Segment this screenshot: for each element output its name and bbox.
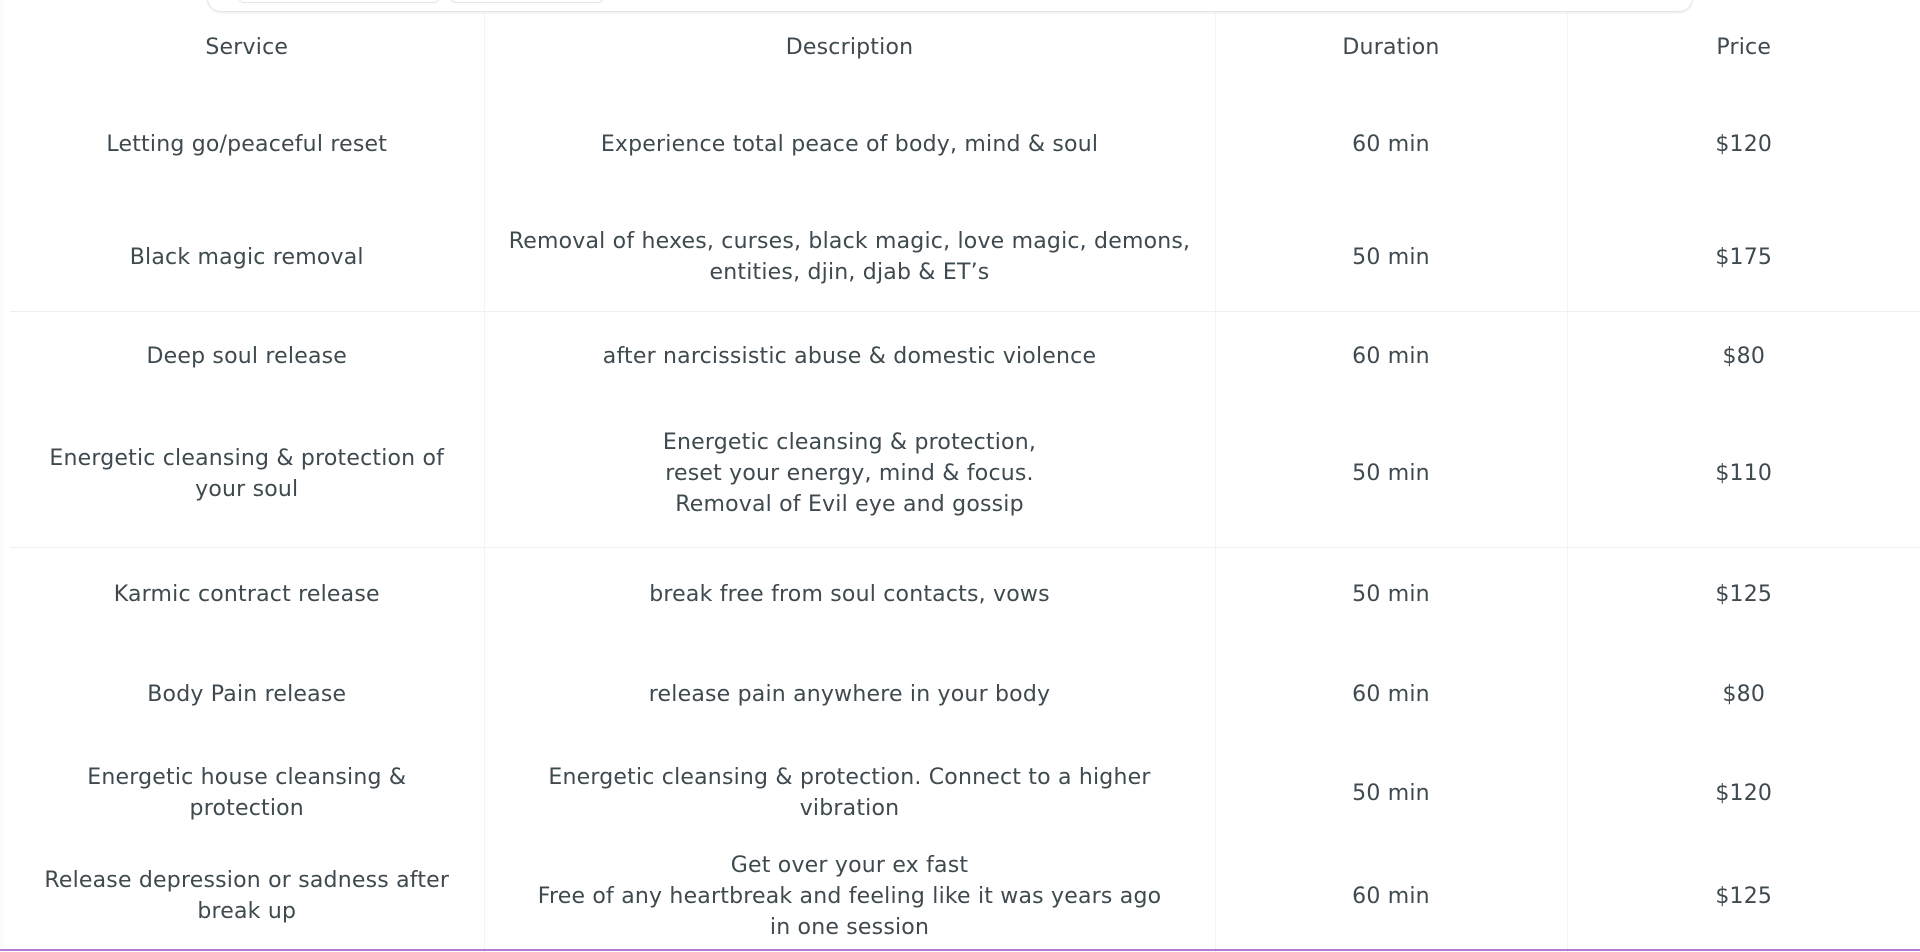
header-service: Service	[10, 12, 484, 84]
service-price: $110	[1715, 461, 1773, 487]
service-price: $120	[1715, 780, 1773, 806]
filter-pill[interactable]	[238, 0, 440, 3]
service-duration: 60 min	[1215, 311, 1567, 401]
service-description: release pain anywhere in your body	[484, 642, 1215, 746]
table-row	[10, 311, 1920, 401]
service-description: after narcissistic abuse & domestic violence	[484, 311, 1215, 401]
service-name: Deep soul release	[10, 311, 484, 401]
service-name: Release depression or sadness after break up	[10, 840, 484, 952]
header-duration: Duration	[1215, 12, 1567, 84]
filter-pill[interactable]	[450, 0, 604, 3]
table-row	[10, 401, 1920, 547]
service-price: $80	[1567, 311, 1920, 401]
service-duration: 50 min	[1215, 401, 1567, 547]
service-name: Body Pain release	[10, 642, 484, 746]
table-row	[10, 840, 1920, 952]
left-edge-strip	[0, 0, 4, 951]
service-price: $125	[1567, 547, 1920, 642]
service-description: Removal of hexes, curses, black magic, love magic, demons, entities, djin, djab & ET’s	[484, 204, 1215, 311]
service-description: Get over your ex fast Free of any heartbreak and feeling like it was years ago in one session	[484, 840, 1215, 952]
service-price: $120	[1715, 131, 1773, 157]
services-price-table	[10, 12, 1920, 952]
service-name: Energetic house cleansing & protection	[10, 746, 484, 840]
header-description: Description	[484, 12, 1215, 84]
filter-card	[207, 0, 1693, 12]
service-description: Energetic cleansing & protection, reset your energy, mind & focus. Removal of Evil eye and gossip	[484, 401, 1215, 547]
service-name: Letting go/peaceful reset	[10, 84, 484, 204]
service-description: break free from soul contacts, vows	[484, 547, 1215, 642]
service-duration: 60 min	[1215, 84, 1567, 204]
header-price: Price	[1716, 35, 1772, 60]
service-name: Karmic contract release	[10, 547, 484, 642]
service-price: $125	[1715, 883, 1773, 909]
table-row	[10, 547, 1920, 642]
table-header-row	[10, 12, 1920, 84]
table-row	[10, 746, 1920, 840]
service-name: Energetic cleansing & protection of your soul	[10, 401, 484, 547]
table-row	[10, 204, 1920, 311]
service-duration: 60 min	[1215, 642, 1567, 746]
service-price: $80	[1722, 681, 1766, 707]
service-price: $175	[1715, 244, 1773, 270]
service-name: Black magic removal	[10, 204, 484, 311]
service-description: Experience total peace of body, mind & soul	[484, 84, 1215, 204]
service-description: Energetic cleansing & protection. Connect to a higher vibration	[484, 746, 1215, 840]
service-duration: 50 min	[1215, 746, 1567, 840]
service-duration: 50 min	[1215, 547, 1567, 642]
service-duration: 60 min	[1215, 840, 1567, 952]
table-row	[10, 642, 1920, 746]
service-duration: 50 min	[1215, 204, 1567, 311]
table-row	[10, 84, 1920, 204]
